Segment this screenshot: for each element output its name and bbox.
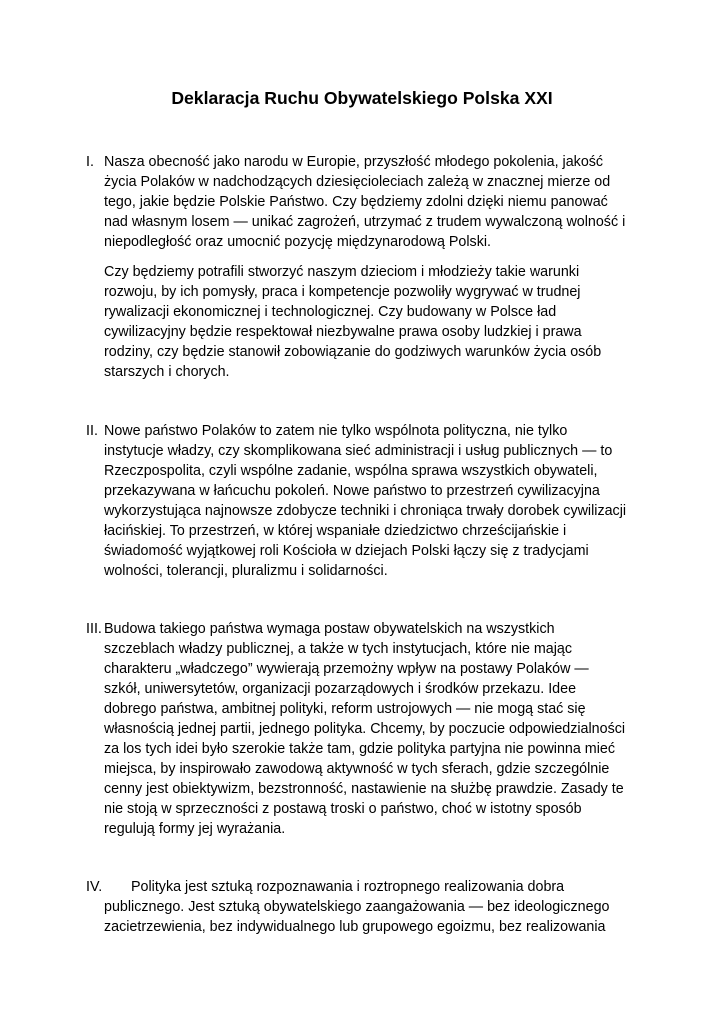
section-numeral: I. bbox=[86, 154, 94, 170]
text-line: cywilizacyjny będzie respektował niezbywalne prawa osoby ludzkiej i prawa bbox=[104, 324, 582, 340]
text-line: nad własnym losem — unikać zagrożeń, utrzymać z trudem wywalczoną wolność i bbox=[104, 214, 626, 230]
text-line: wykorzystująca najnowsze zdobycze techniki i chroniąca trwały dorobek cywilizacji bbox=[104, 503, 627, 519]
text-line: starszych i chorych. bbox=[104, 364, 230, 380]
section-numeral: II. bbox=[86, 423, 98, 439]
text-line: zacietrzewienia, bez indywidualnego lub grupowego egoizmu, bez realizowania bbox=[104, 919, 606, 935]
text-line: rozwoju, by ich pomysły, praca i kompetencje pozwoliły wygrywać w trudnej bbox=[104, 284, 581, 300]
text-line: instytucje władzy, czy skomplikowana sieć administracji i usług publicznych — to bbox=[104, 443, 613, 459]
section-numeral: IV. bbox=[86, 879, 103, 895]
text-line: szczeblach władzy publicznej, a także w tych instytucjach, które nie mając bbox=[104, 641, 573, 657]
text-line: własnością jednej partii, jednego polityka. Chcemy, by poczucie odpowiedzialności bbox=[104, 721, 626, 737]
document-title: Deklaracja Ruchu Obywatelskiego Polska XXI bbox=[171, 88, 553, 108]
text-line: łacińskiej. To przestrzeń, w której wspaniałe dziedzictwo chrześcijańskie i bbox=[104, 523, 567, 539]
text-line: Czy będziemy potrafili stworzyć naszym dzieciom i młodzieży takie warunki bbox=[104, 264, 580, 280]
text-line: miejsca, by inspirowało zawodową aktywność w tych sferach, gdzie szczególnie bbox=[104, 761, 610, 777]
text-line: tego, jakie będzie Polskie Państwo. Czy będziemy zdolni dzięki niemu panować bbox=[104, 194, 608, 210]
text-line: Polityka jest sztuką rozpoznawania i roztropnego realizowania dobra bbox=[131, 879, 565, 895]
text-line: charakteru „władczego” wywierają przemożny wpływ na postawy Polaków — bbox=[104, 661, 589, 677]
text-line: rywalizacji ekonomicznej i technologicznej. Czy budowany w Polsce ład bbox=[104, 304, 557, 320]
text-line: nie stoją w sprzeczności z postawą troski o państwo, choć w istotny sposób bbox=[104, 801, 582, 817]
text-line: publicznego. Jest sztuką obywatelskiego zaangażowania — bez ideologicznego bbox=[104, 899, 610, 915]
text-line: świadomość wyjątkowej roli Kościoła w dziejach Polski łączy się z tradycjami bbox=[104, 543, 589, 559]
text-line: dobrego państwa, ambitnej polityki, reform ustrojowych — nie mogą stać się bbox=[104, 701, 586, 717]
text-line: Rzeczpospolita, czyli wspólne zadanie, wspólna sprawa wszystkich obywateli, bbox=[104, 463, 598, 479]
text-line: wolności, tolerancji, pluralizmu i solidarności. bbox=[104, 563, 388, 579]
text-line: przekazywana w łańcuchu pokoleń. Nowe państwo to przestrzeń cywilizacyjna bbox=[104, 483, 600, 499]
text-line: życia Polaków w nadchodzących dziesięcioleciach zależą w znacznej mierze od bbox=[104, 174, 611, 190]
text-line: cenny jest obiektywizm, bezstronność, nastawienie na służbę prawdzie. Zasady te bbox=[104, 781, 624, 797]
text-line: Nasza obecność jako narodu w Europie, przyszłość młodego pokolenia, jakość bbox=[104, 154, 604, 170]
text-line: rodziny, czy będzie stanowił zobowiązanie do godziwych warunków życia osób bbox=[104, 344, 602, 360]
text-line: Budowa takiego państwa wymaga postaw obywatelskich na wszystkich bbox=[104, 621, 555, 637]
section-numeral: III. bbox=[86, 621, 102, 637]
text-line: za los tych idei było szerokie także tam, gdzie polityka partyjna nie powinna mieć bbox=[104, 741, 615, 757]
text-line: szkół, uniwersytetów, organizacji pozarządowych i środków przekazu. Idee bbox=[104, 681, 577, 697]
text-line: Nowe państwo Polaków to zatem nie tylko wspólnota polityczna, nie tylko bbox=[104, 423, 568, 439]
text-line: niepodległość oraz umocnić pozycję międzynarodową Polski. bbox=[104, 234, 492, 250]
text-line: regulują formy jej wyrażania. bbox=[104, 821, 286, 837]
